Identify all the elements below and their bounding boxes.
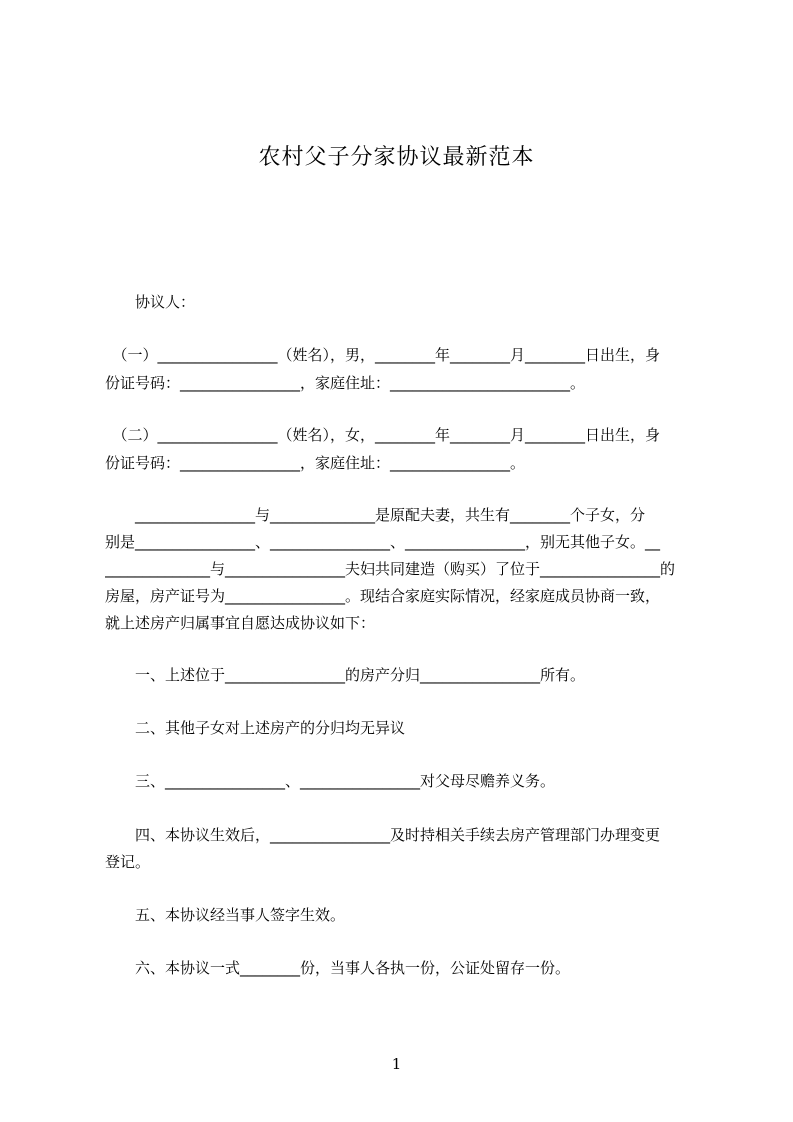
- clause-3: 三、________________、________________对父母尽赡养义务。: [105, 772, 556, 790]
- background-line-3: ______________与________________夫妇共同建造（购买）了位于________________的: [105, 560, 676, 578]
- clause-2: 二、其他子女对上述房产的分归均无异议: [105, 719, 406, 737]
- party-two-line-2: 份证号码：________________，家庭住址：________________。: [105, 454, 526, 472]
- document-title: 农村父子分家协议最新范本: [258, 145, 535, 170]
- background-line-5: 就上述房产归属事宜自愿达成协议如下：: [105, 614, 376, 632]
- party-one-line-1: （一）________________（姓名），男，________年________月________日出生，身: [105, 346, 661, 364]
- clause-4-line-1: 四、本协议生效后，________________及时持相关手续去房产管理部门办理变更: [105, 826, 661, 844]
- party-one-line-2: 份证号码：________________，家庭住址：________________________。: [105, 374, 586, 392]
- clause-5: 五、本协议经当事人签字生效。: [105, 906, 346, 924]
- clause-6: 六、本协议一式________份，当事人各执一份，公证处留存一份。: [105, 959, 571, 977]
- background-line-1: ________________与______________是原配夫妻，共生有________个子女，分: [105, 506, 646, 524]
- background-line-2: 别是________________、________________、________________，别无其他子女。__: [105, 533, 661, 551]
- clause-1: 一、上述位于________________的房产分归________________所有。: [105, 666, 586, 684]
- parties-heading: 协议人：: [105, 293, 196, 311]
- party-two-line-1: （二）________________（姓名），女，________年________月________日出生，身: [105, 426, 661, 444]
- background-line-4: 房屋，房产证号为________________。现结合家庭实际情况，经家庭成员协商一致，: [105, 587, 661, 605]
- clause-4-line-2: 登记。: [105, 853, 151, 871]
- page-number: 1: [391, 1055, 402, 1073]
